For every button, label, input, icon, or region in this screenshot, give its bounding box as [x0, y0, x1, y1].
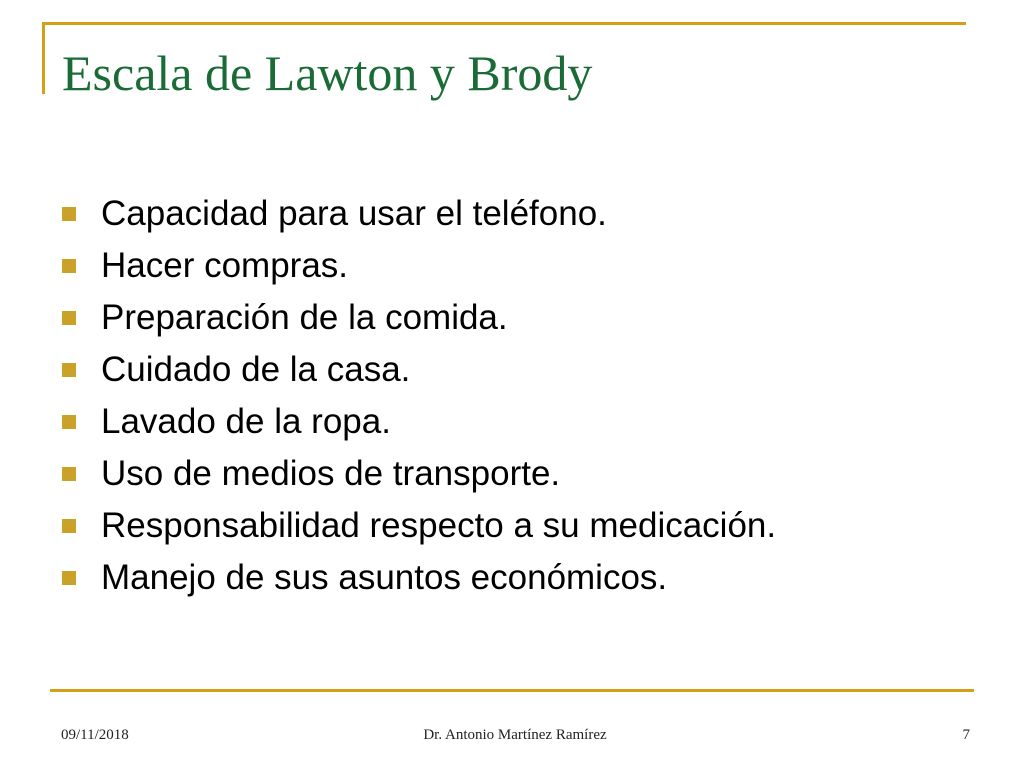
bullet-item — [62, 448, 776, 500]
left-frame-line — [42, 22, 45, 94]
square-bullet-icon — [62, 415, 76, 429]
bullet-item — [62, 500, 776, 552]
slide-title: Escala de Lawton y Brody — [62, 45, 593, 101]
bullet-text: Cuidado de la casa. — [101, 350, 411, 389]
slide-number: 7 — [962, 727, 970, 743]
bullet-item — [62, 552, 776, 604]
bullet-list — [62, 188, 776, 604]
square-bullet-icon — [62, 259, 76, 273]
footer-date: 09/11/2018 — [61, 727, 129, 743]
bullet-item — [62, 344, 776, 396]
square-bullet-icon — [62, 571, 76, 585]
bullet-item — [62, 292, 776, 344]
square-bullet-icon — [62, 311, 76, 325]
bullet-text: Uso de medios de transporte. — [101, 454, 561, 493]
bullet-text: Capacidad para usar el teléfono. — [101, 194, 607, 233]
bullet-text: Manejo de sus asuntos económicos. — [101, 558, 668, 597]
square-bullet-icon — [62, 363, 76, 377]
square-bullet-icon — [62, 207, 76, 221]
bullet-text: Responsabilidad respecto a su medicación. — [101, 506, 777, 545]
bullet-item — [62, 188, 776, 240]
square-bullet-icon — [62, 519, 76, 533]
bullet-text: Preparación de la comida. — [101, 298, 508, 337]
footer-author: Dr. Antonio Martínez Ramírez — [423, 727, 607, 743]
bullet-text: Lavado de la ropa. — [101, 402, 391, 441]
square-bullet-icon — [62, 467, 76, 481]
bullet-text: Hacer compras. — [101, 246, 349, 285]
bullet-item — [62, 240, 776, 292]
bullet-item — [62, 396, 776, 448]
top-frame-line — [42, 22, 966, 25]
footer-divider — [50, 689, 974, 692]
